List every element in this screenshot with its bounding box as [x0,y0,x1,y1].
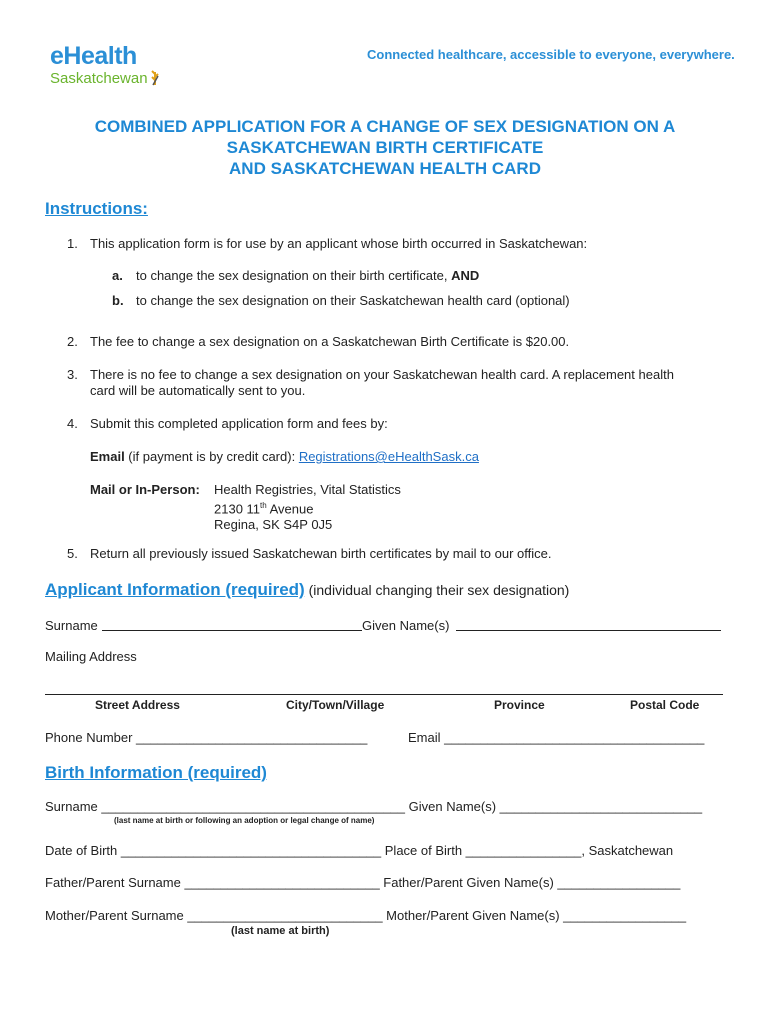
mail-ordinal: th [260,501,267,510]
logo-e: e [50,42,64,70]
date-place-of-birth-row[interactable]: Date of Birth ____________________________________ Place of Birth ________________, Saskatchewan [45,843,674,858]
applicant-surname-label: Surname [45,618,98,633]
mother-surname-note: (last name at birth) [231,925,330,937]
instruction-3-line-2: card will be automatically sent to you. [90,383,306,398]
instruction-1a-body: to change the sex designation on their birth certificate, [136,268,452,283]
birth-surname-note: (last name at birth or following an adoption or legal change of name) [114,816,375,825]
mail-line-1: Health Registries, Vital Statistics [214,482,401,497]
instruction-1b-text: to change the sex designation on their Saskatchewan health card (optional) [136,293,570,308]
province-label: Province [494,698,545,712]
street-address-label: Street Address [95,698,180,712]
instruction-2-text: The fee to change a sex designation on a Saskatchewan Birth Certificate is $20.00. [90,334,570,349]
instruction-3-line-1: There is no fee to change a sex designation on your Saskatchewan health card. A replacement health [90,367,674,382]
instruction-4-number: 4. [67,416,78,431]
father-parent-row[interactable]: Father/Parent Surname ___________________________ Father/Parent Given Name(s) _________________ [45,875,681,890]
title-line-2: SASKATCHEWAN BIRTH CERTIFICATE [226,138,544,157]
city-label: City/Town/Village [286,698,385,712]
postal-code-label: Postal Code [630,698,700,712]
instruction-4-text: Submit this completed application form and fees by: [90,416,388,431]
birth-surname-row[interactable]: Surname __________________________________________ Given Name(s) ____________________________ [45,799,703,814]
logo-wordmark [50,42,160,71]
instruction-2-number: 2. [67,334,78,349]
mail-line-3: Regina, SK S4P 0J5 [214,517,333,533]
title-line-3: AND SASKATCHEWAN HEALTH CARD [229,159,541,178]
mail-address [214,482,401,533]
email-note: (if payment is by credit card): [124,449,299,464]
applicant-email-field[interactable]: Email ____________________________________ [408,730,705,745]
applicant-heading: Applicant Information (required) [45,580,305,599]
applicant-subheading: (individual changing their sex designation) [304,582,570,598]
phone-number-field[interactable]: Phone Number ________________________________ [45,730,368,745]
tagline: Connected healthcare, accessible to everyone, everywhere. [367,47,735,62]
logo-sask-text: Saskatchewan [50,70,148,87]
instruction-1a-and: AND [451,268,480,283]
instruction-3-number: 3. [67,367,78,382]
applicant-given-label: Given Name(s) [362,618,450,633]
email-label: Email [90,449,125,464]
mail-line-2 [214,498,401,517]
instruction-1-number: 1. [67,236,78,251]
logo-saskatchewan [50,68,160,87]
logo-health: Health [63,42,137,70]
ehealth-logo [50,42,160,87]
email-instruction [90,449,479,465]
mail-street-name: Avenue [266,501,314,517]
instruction-1-text: This application form is for use by an applicant whose birth occurred in Saskatchewan: [90,236,588,251]
mailing-address-label: Mailing Address [45,649,137,664]
mailing-address-field[interactable] [45,694,723,695]
instruction-1a-text [136,268,479,284]
registrations-email-link[interactable]: Registrations@eHealthSask.ca [298,449,479,464]
applicant-surname-field[interactable] [102,630,362,631]
title-line-1: COMBINED APPLICATION FOR A CHANGE OF SEX DESIGNATION ON A [94,117,676,136]
birth-heading: Birth Information (required) [45,763,267,782]
applicant-given-field[interactable] [456,630,721,631]
form-title [0,116,770,179]
instruction-1a-label: a. [112,268,123,283]
applicant-section-heading [45,580,569,600]
instruction-5-number: 5. [67,546,78,561]
wheat-icon [150,68,160,86]
mother-parent-row[interactable]: Mother/Parent Surname ___________________________ Mother/Parent Given Name(s) _________________ [45,908,687,923]
mail-label: Mail or In-Person: [90,482,200,497]
mail-street-number: 2130 11 [214,501,261,517]
instruction-5-text: Return all previously issued Saskatchewan birth certificates by mail to our office. [90,546,552,561]
instruction-1b-label: b. [112,293,124,308]
instructions-heading: Instructions: [45,199,148,218]
